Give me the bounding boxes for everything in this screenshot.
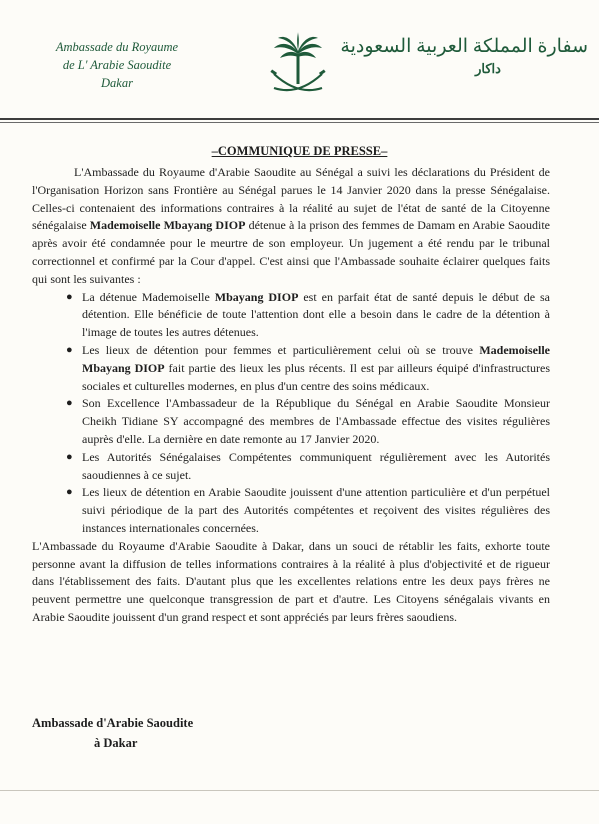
list-item-text-a: La détenue Mademoiselle bbox=[82, 289, 215, 304]
header-line-1: Ambassade du Royaume bbox=[55, 40, 179, 54]
intro-name-bold: Mademoiselle Mbayang DIOP bbox=[89, 218, 246, 233]
bullet-icon: ● bbox=[66, 343, 73, 356]
list-item-text-a: Les Autorités Sénégalaises Compétentes communiquent régulièrement avec les Autorités saoudiennes à ce sujet. bbox=[82, 449, 550, 482]
signature-block bbox=[32, 713, 193, 753]
intro-text-a: L'Ambassade du Royaume d'Arabie Saoudite au Sénégal a suivi les déclarations du Président de l'Organisation Horizon sans Frontière au Sénégal parues le 14 Janvier 2020 dans la presse Sénégalaise. Celles-ci contenaient des informations contraires à la réalité au sujet de l'état de santé de la Citoyenne sénégalaise bbox=[32, 165, 550, 233]
facts-list bbox=[32, 289, 550, 538]
list-item-text-a: Les lieux de détention pour femmes et particulièrement celui où se trouve bbox=[82, 342, 480, 357]
header-divider bbox=[0, 118, 599, 120]
list-item-bold: Mademoiselle Mbayang DIOP bbox=[82, 342, 550, 375]
bullet-icon: ● bbox=[66, 290, 73, 303]
document-body bbox=[32, 164, 550, 627]
list-item-text-b: fait partie des lieux les plus récents. Il est par ailleurs équipé d'infrastructures sociales et culturelles modernes, en plus d'un centre des soins médicaux. bbox=[82, 360, 550, 393]
signature-line-2: à Dakar bbox=[94, 736, 138, 750]
saudi-emblem-icon bbox=[262, 30, 334, 102]
closing-paragraph: L'Ambassade du Royaume d'Arabie Saoudite à Dakar, dans un souci de rétablir les faits, exhorte toute personne avant la diffusion de telles informations contraires à la réalité à plus d'objectivité et de rigueur dans l'établissement des faits. D'autant plus que les excellentes relations entre les deux pays frères ne peuvent permettre une quelconque transgression de part et d'autre. Les Citoyens sénégalais vivants en Arabie Saoudite jouissent d'un grand respect et sont appréciés par leurs frères saoudiens. bbox=[32, 538, 550, 624]
bullet-icon: ● bbox=[66, 397, 73, 410]
list-item-text-a: Les lieux de détention en Arabie Saoudite jouissent d'une attention particulière et d'un perpétuel suivi périodique de la part des Autorités compétentes et reçoivent des visites régulières des instances internationales concernées. bbox=[82, 485, 550, 535]
intro-paragraph bbox=[32, 164, 550, 289]
list-item bbox=[66, 289, 550, 342]
bullet-icon: ● bbox=[66, 486, 73, 499]
list-item bbox=[66, 449, 550, 485]
intro-text-b: détenue à la prison des femmes de Damam en Arabie Saoudite après avoir été condamnée pour le meurtre de son employeur. Un jugement a été rendu par le tribunal correctionnel et confirmé par la Cour d'appel. C'est ainsi que l'Ambassade souhaite éclairer quelques faits qui sont les suivantes : bbox=[32, 218, 550, 286]
bullet-icon: ● bbox=[66, 450, 73, 463]
list-item bbox=[66, 484, 550, 537]
list-item-text-a: Son Excellence l'Ambassadeur de la République du Sénégal en Arabie Saoudite Monsieur Cheikh Tidiane SY accompagné des membres de l'Ambassade effectue des visites régulières auprès d'elle. La dernière en date remonte au 17 Janvier 2020. bbox=[82, 396, 550, 446]
signature-line-1: Ambassade d'Arabie Saoudite bbox=[32, 716, 194, 730]
embassy-header-arabic bbox=[340, 34, 588, 94]
header-line-2: de L' Arabie Saoudite bbox=[62, 58, 172, 72]
list-item-bold: Mbayang DIOP bbox=[214, 289, 299, 304]
list-item bbox=[66, 395, 550, 448]
arabic-calligraphy: سفارة المملكة العربية السعودية bbox=[340, 36, 588, 57]
header-divider-thin bbox=[0, 122, 599, 123]
embassy-header-french bbox=[22, 38, 212, 92]
list-item-text-b: est en parfait état de santé depuis le début de sa détention. Elle bénéficie de toute l'attention dont elle a besoin dans le cadre de la détention à l'image de toutes les autres détenues. bbox=[82, 289, 550, 340]
arabic-city-name: داكار bbox=[475, 61, 501, 76]
list-item bbox=[66, 342, 550, 395]
document-title: –COMMUNIQUE DE PRESSE– bbox=[211, 144, 388, 158]
page-edge bbox=[0, 790, 599, 791]
header-line-3: Dakar bbox=[101, 76, 133, 90]
